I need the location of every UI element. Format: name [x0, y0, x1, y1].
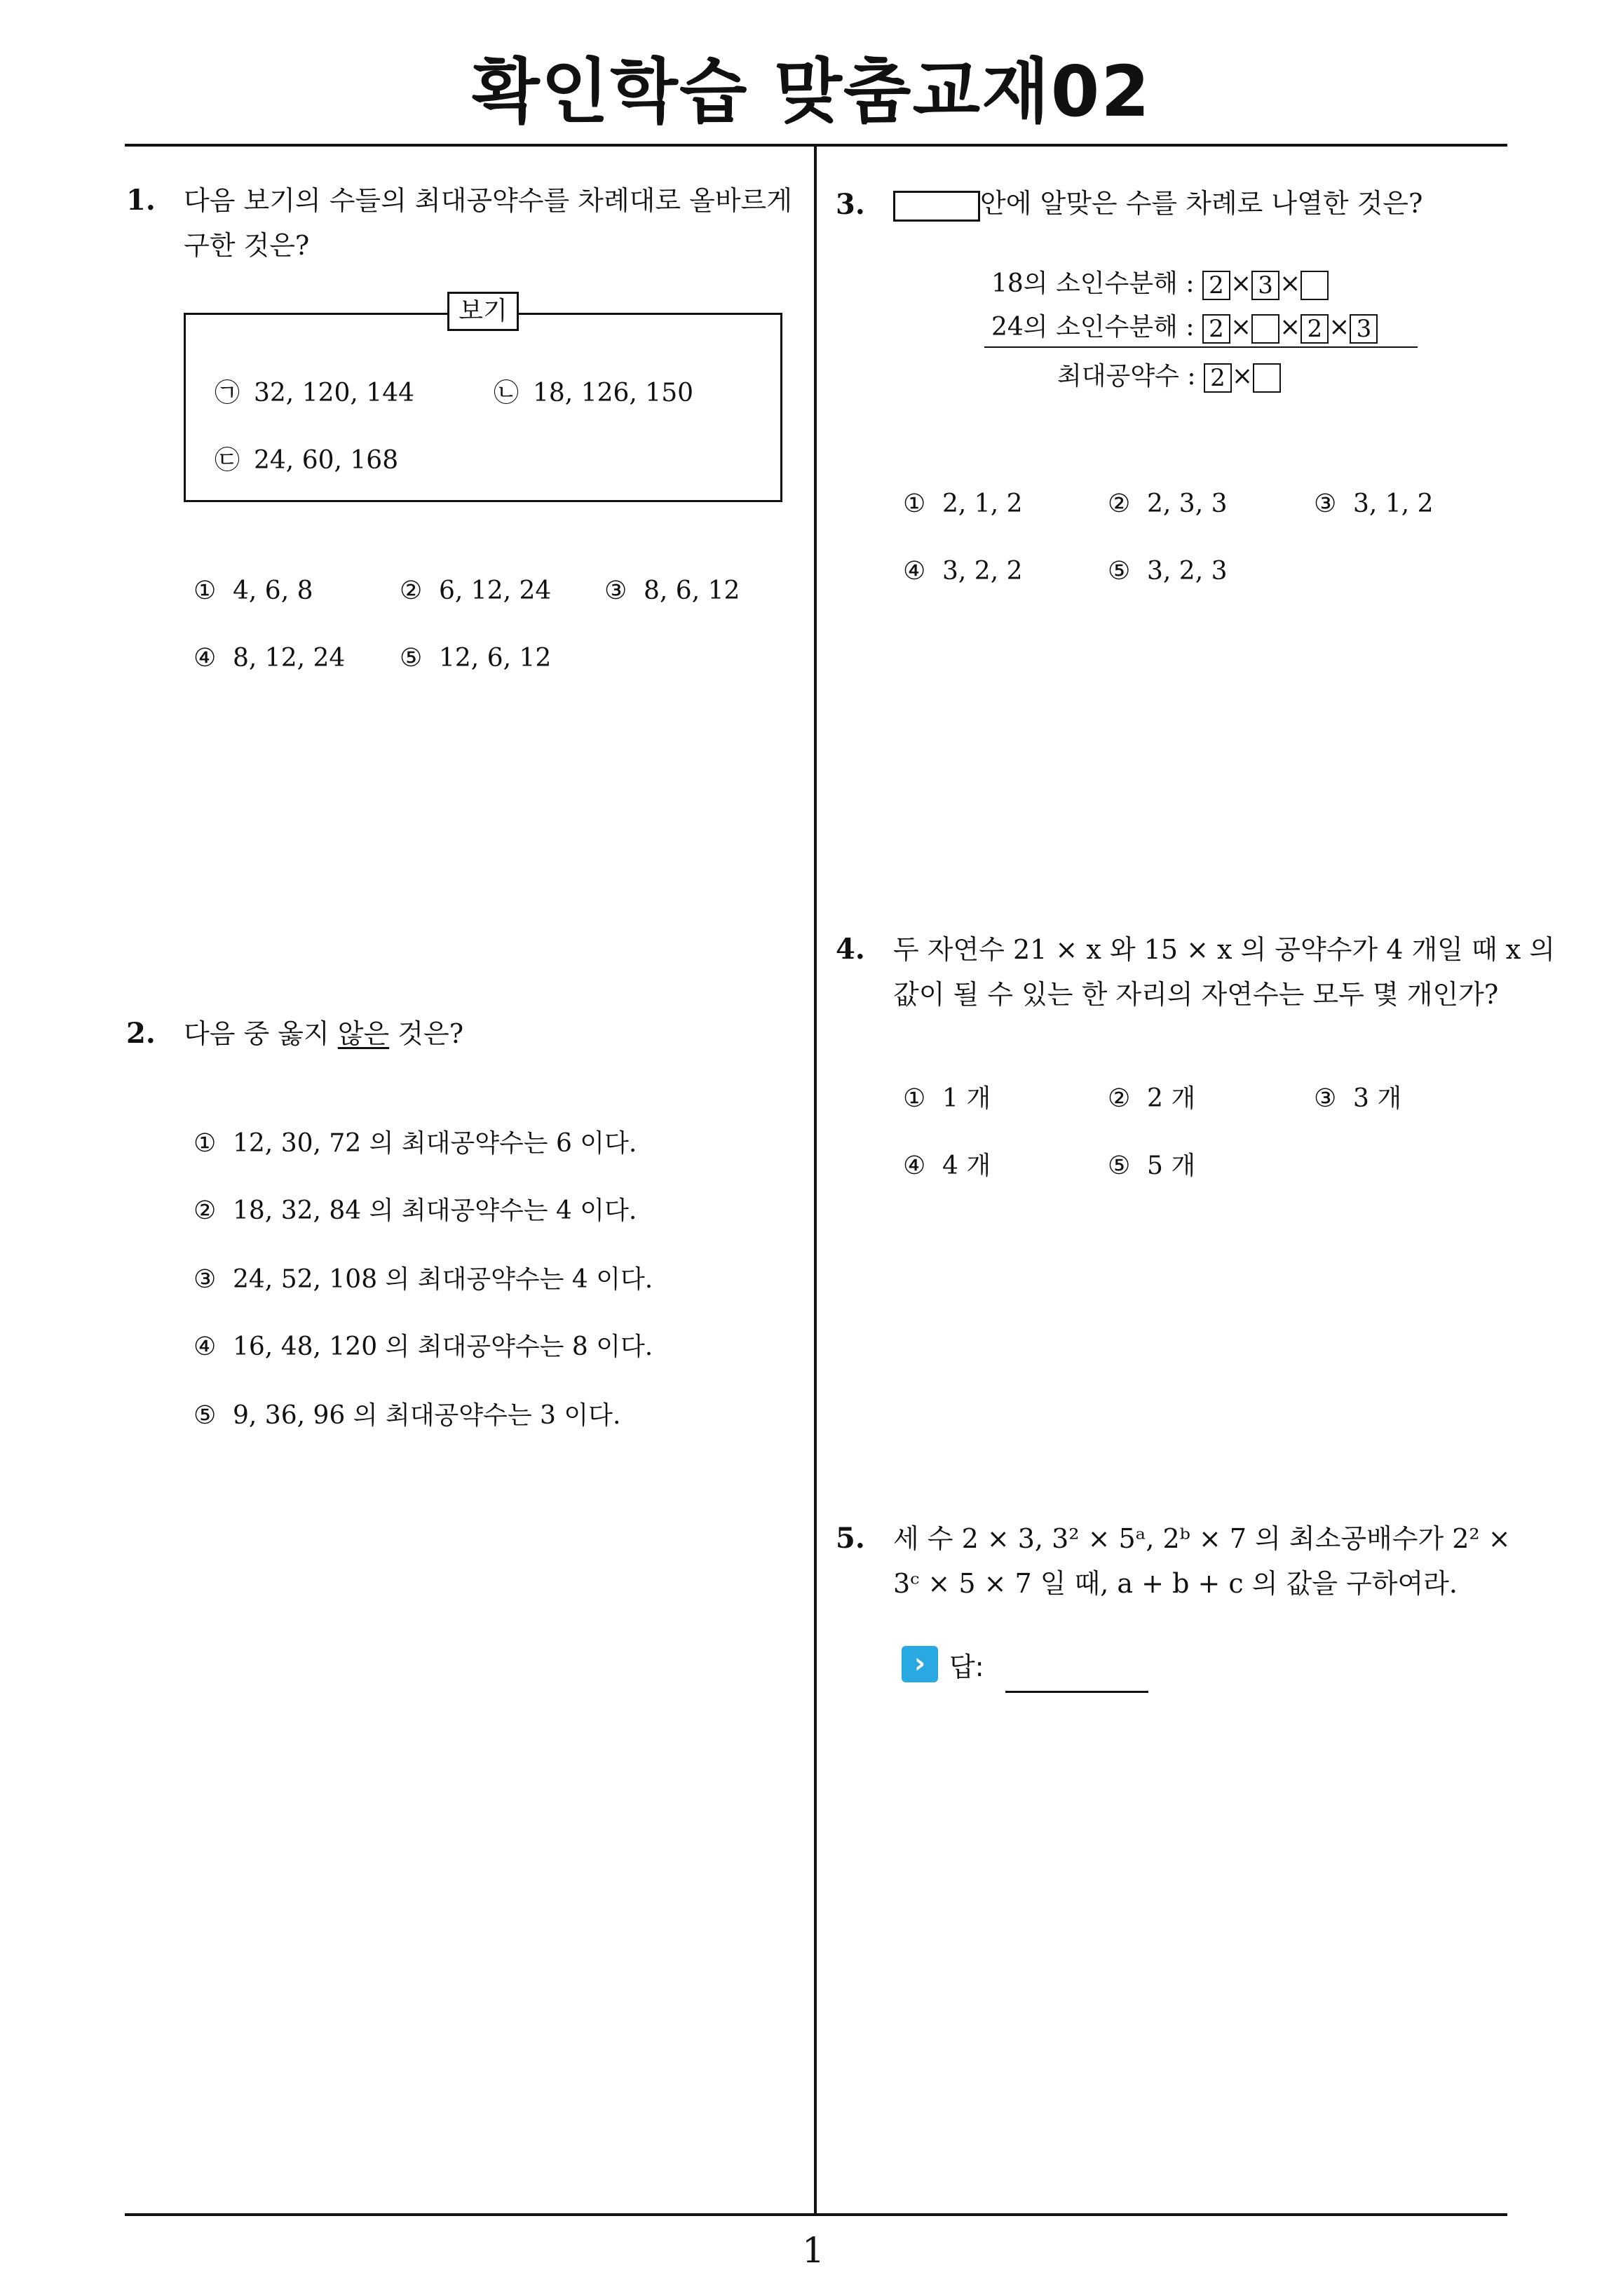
question-text-line: 3ᶜ × 5 × 7 일 때, a + b + c 의 값을 구하여라. — [893, 1568, 1458, 1599]
factor-box-blank — [1253, 363, 1281, 393]
question-number: 5. — [836, 1522, 865, 1555]
factorization-row-18: 18의 소인수분해 : 2 × 3 × — [991, 264, 1329, 300]
factor-box: 2 — [1301, 314, 1329, 344]
choice-3[interactable]: ③ 3 개 — [1314, 1084, 1402, 1113]
choice-4[interactable]: ④ 4 개 — [903, 1152, 991, 1180]
choice-3[interactable]: ③ 3, 1, 2 — [1314, 489, 1434, 518]
choice-2[interactable]: ② 2 개 — [1108, 1084, 1196, 1113]
question-text-line: 값이 될 수 있는 한 자리의 자연수는 모두 몇 개인가? — [893, 979, 1499, 1010]
footer-rule — [125, 2213, 1507, 2216]
factor-box-blank — [1251, 314, 1279, 344]
answer-label: 답: — [949, 1652, 984, 1682]
bogi-item: ㉢ 24, 60, 168 — [215, 446, 399, 475]
question-text-line: 구한 것은? — [184, 230, 310, 261]
answer-input-line[interactable] — [1005, 1691, 1148, 1693]
choice-2[interactable]: ② 18, 32, 84 의 최대공약수는 4 이다. — [193, 1196, 637, 1225]
factorization-row-24: 24의 소인수분해 : 2 × × 2 × 3 — [991, 307, 1378, 344]
choice-2[interactable]: ② 6, 12, 24 — [400, 576, 552, 605]
factor-box: 3 — [1350, 314, 1378, 344]
factorization-rule — [984, 346, 1418, 348]
choice-5[interactable]: ⑤ 12, 6, 12 — [400, 644, 552, 673]
page-number: 1 — [802, 2230, 824, 2271]
answer-arrow-icon: › — [902, 1646, 938, 1682]
choice-4[interactable]: ④ 8, 12, 24 — [193, 644, 346, 673]
choice-1[interactable]: ① 4, 6, 8 — [193, 576, 313, 605]
choice-1[interactable]: ① 12, 30, 72 의 최대공약수는 6 이다. — [193, 1129, 637, 1158]
question-text: 안에 알맞은 수를 차례로 나열한 것은? — [893, 181, 1422, 226]
choice-4[interactable]: ④ 16, 48, 120 의 최대공약수는 8 이다. — [193, 1332, 653, 1361]
factor-box: 2 — [1202, 314, 1230, 344]
column-divider — [814, 144, 817, 2216]
question-number: 3. — [836, 188, 865, 221]
question-number: 2. — [126, 1017, 156, 1050]
underlined-word: 않은 — [337, 1018, 390, 1049]
page-title: 확인학습 맞춤교재02 — [472, 50, 1151, 133]
bogi-label: 보기 — [447, 292, 519, 331]
question-text — [893, 927, 1555, 1017]
gcd-row: 최대공약수 : 2 × — [1057, 356, 1281, 393]
question-text-line: 두 자연수 21 × x 와 15 × x 의 공약수가 4 개일 때 x 의 — [893, 934, 1555, 965]
choice-1[interactable]: ① 2, 1, 2 — [903, 489, 1023, 518]
question-text — [893, 1516, 1511, 1606]
question-number: 1. — [126, 184, 156, 217]
factor-box: 3 — [1251, 271, 1279, 300]
choice-5[interactable]: ⑤ 5 개 — [1108, 1152, 1196, 1180]
choice-3[interactable]: ③ 8, 6, 12 — [604, 576, 740, 605]
bogi-item: ㉠ 32, 120, 144 — [215, 379, 415, 407]
question-text-line: 다음 보기의 수들의 최대공약수를 차례대로 올바르게 — [184, 185, 792, 216]
choice-5[interactable]: ⑤ 9, 36, 96 의 최대공약수는 3 이다. — [193, 1401, 621, 1430]
choice-3[interactable]: ③ 24, 52, 108 의 최대공약수는 4 이다. — [193, 1265, 653, 1294]
choice-2[interactable]: ② 2, 3, 3 — [1108, 489, 1228, 518]
factor-box: 2 — [1202, 271, 1230, 300]
question-text: 다음 중 옳지 않은 것은? — [184, 1018, 464, 1049]
choice-5[interactable]: ⑤ 3, 2, 3 — [1108, 557, 1228, 586]
question-text — [184, 178, 792, 268]
choice-4[interactable]: ④ 3, 2, 2 — [903, 557, 1023, 586]
question-text-line: 세 수 2 × 3, 3² × 5ᵃ, 2ᵇ × 7 의 최소공배수가 2² × — [893, 1523, 1511, 1554]
bogi-item: ㉡ 18, 126, 150 — [494, 379, 694, 407]
question-number: 4. — [836, 933, 865, 966]
factor-box-blank — [1301, 271, 1329, 300]
factor-box: 2 — [1204, 363, 1232, 393]
choice-1[interactable]: ① 1 개 — [903, 1084, 991, 1113]
blank-box — [893, 191, 980, 222]
